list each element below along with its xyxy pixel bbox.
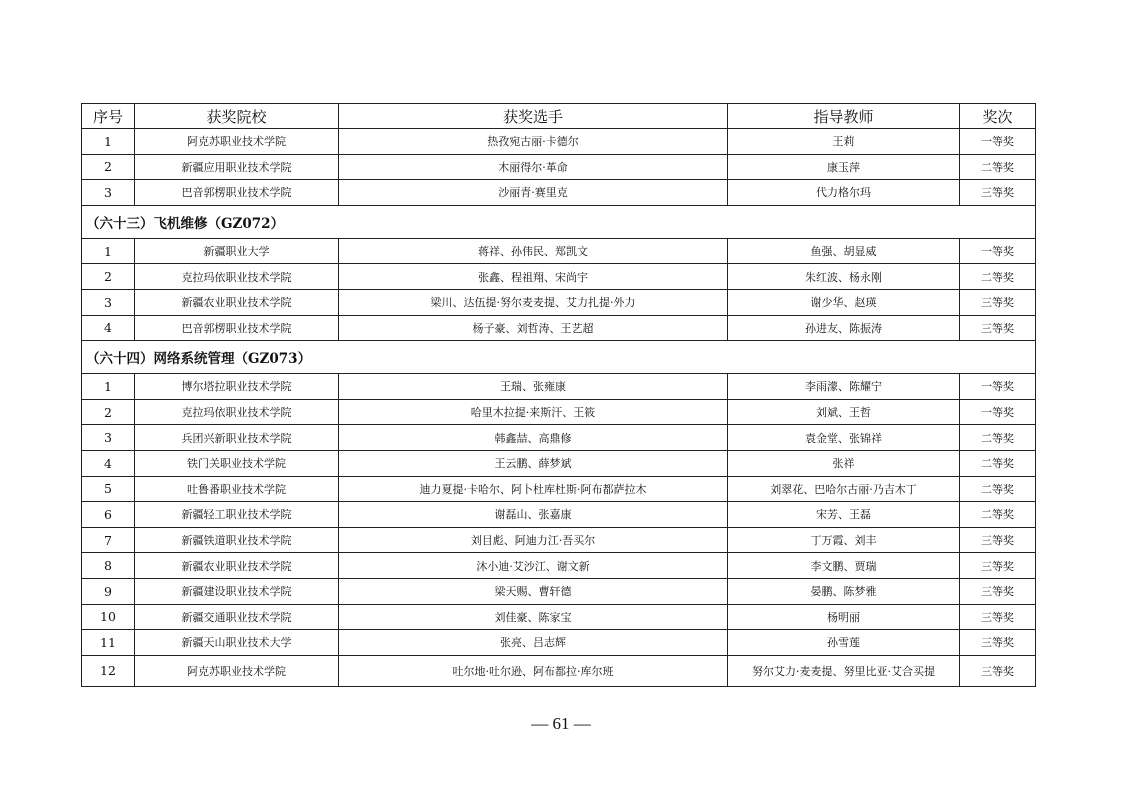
row-award: 三等奖: [960, 604, 1036, 630]
row-school: 克拉玛依职业技术学院: [135, 399, 339, 425]
row-award: 三等奖: [960, 180, 1036, 206]
row-index: 3: [82, 289, 135, 315]
table-row: [82, 315, 1036, 341]
row-award: 二等奖: [960, 425, 1036, 451]
row-school: 吐鲁番职业技术学院: [135, 476, 339, 502]
row-contestants: 吐尔地·吐尔逊、阿布都拉·库尔班: [339, 655, 728, 686]
table-row: [82, 604, 1036, 630]
row-award: 一等奖: [960, 129, 1036, 155]
row-instructors: 刘翠花、巴哈尔古丽·乃吉木丁: [728, 476, 960, 502]
table-row: [82, 374, 1036, 400]
row-school: 新疆轻工职业技术学院: [135, 502, 339, 528]
row-index: 3: [82, 180, 135, 206]
table-row: [82, 154, 1036, 180]
row-school: 铁门关职业技术学院: [135, 450, 339, 476]
row-instructors: 李文鹏、贾瑞: [728, 553, 960, 579]
row-contestants: 王瑞、张雍康: [339, 374, 728, 400]
row-contestants: 谢磊山、张嘉康: [339, 502, 728, 528]
row-school: 新疆交通职业技术学院: [135, 604, 339, 630]
row-school: 新疆铁道职业技术学院: [135, 527, 339, 553]
row-instructors: 谢少华、赵瑛: [728, 289, 960, 315]
section-title-row: [82, 205, 1036, 238]
row-instructors: 丁万霞、刘丰: [728, 527, 960, 553]
row-instructors: 刘斌、王哲: [728, 399, 960, 425]
row-index: 11: [82, 630, 135, 656]
row-school: 巴音郭楞职业技术学院: [135, 315, 339, 341]
row-award: 一等奖: [960, 238, 1036, 264]
row-index: 2: [82, 399, 135, 425]
row-award: 三等奖: [960, 289, 1036, 315]
table-row: [82, 289, 1036, 315]
row-contestants: 迪力夏提·卡哈尔、阿卜杜库杜斯·阿布都萨拉木: [339, 476, 728, 502]
row-award: 三等奖: [960, 315, 1036, 341]
header-row: [82, 104, 1036, 129]
row-index: 2: [82, 154, 135, 180]
row-instructors: 袁金堂、张锦祥: [728, 425, 960, 451]
row-contestants: 刘目彪、阿迪力江·吾买尔: [339, 527, 728, 553]
table-row: [82, 238, 1036, 264]
table-row: [82, 425, 1036, 451]
row-instructors: 康玉萍: [728, 154, 960, 180]
row-award: 二等奖: [960, 502, 1036, 528]
row-contestants: 张鑫、程祖翔、宋尚宇: [339, 264, 728, 290]
row-index: 9: [82, 578, 135, 604]
row-instructors: 代力格尔玛: [728, 180, 960, 206]
row-instructors: 努尔艾力·麦麦提、努里比亚·艾合买提: [728, 655, 960, 686]
row-award: 一等奖: [960, 374, 1036, 400]
table-row: [82, 502, 1036, 528]
row-school: 新疆农业职业技术学院: [135, 289, 339, 315]
row-instructors: 杨明丽: [728, 604, 960, 630]
row-contestants: 刘佳豪、陈家宝: [339, 604, 728, 630]
table-row: [82, 578, 1036, 604]
row-school: 巴音郭楞职业技术学院: [135, 180, 339, 206]
table-body: [82, 129, 1036, 687]
row-instructors: 李雨濛、陈耀宁: [728, 374, 960, 400]
row-award: 二等奖: [960, 450, 1036, 476]
row-instructors: 宋芳、王磊: [728, 502, 960, 528]
row-school: 新疆农业职业技术学院: [135, 553, 339, 579]
row-school: 阿克苏职业技术学院: [135, 655, 339, 686]
row-index: 5: [82, 476, 135, 502]
table-row: [82, 399, 1036, 425]
row-contestants: 王云鹏、薛梦斌: [339, 450, 728, 476]
row-award: 三等奖: [960, 630, 1036, 656]
row-contestants: 杨子豪、刘哲涛、王艺超: [339, 315, 728, 341]
row-contestants: 张亮、吕志辉: [339, 630, 728, 656]
row-contestants: 梁天赐、曹轩德: [339, 578, 728, 604]
row-award: 三等奖: [960, 655, 1036, 686]
row-index: 12: [82, 655, 135, 686]
row-index: 4: [82, 450, 135, 476]
row-index: 10: [82, 604, 135, 630]
row-index: 3: [82, 425, 135, 451]
header-contestants: 获奖选手: [339, 104, 728, 129]
table-row: [82, 476, 1036, 502]
page-number: — 61 —: [531, 714, 591, 733]
row-index: 1: [82, 129, 135, 155]
row-contestants: 梁川、达伍提·努尔麦麦提、艾力扎提·外力: [339, 289, 728, 315]
row-contestants: 沙丽青·赛里克: [339, 180, 728, 206]
row-instructors: 晏鹏、陈梦雅: [728, 578, 960, 604]
awards-table: [81, 103, 1036, 687]
section-title: （六十三）飞机维修（GZ072）: [82, 205, 1036, 238]
row-school: 兵团兴新职业技术学院: [135, 425, 339, 451]
row-award: 三等奖: [960, 553, 1036, 579]
row-index: 1: [82, 374, 135, 400]
row-award: 二等奖: [960, 154, 1036, 180]
row-instructors: 孙雪莲: [728, 630, 960, 656]
row-instructors: 鱼强、胡显威: [728, 238, 960, 264]
table-row: [82, 655, 1036, 686]
row-award: 三等奖: [960, 578, 1036, 604]
table-row: [82, 264, 1036, 290]
header-instructors: 指导教师: [728, 104, 960, 129]
row-contestants: 韩鑫喆、高鼎修: [339, 425, 728, 451]
row-instructors: 张祥: [728, 450, 960, 476]
row-index: 6: [82, 502, 135, 528]
row-contestants: 热孜宛古丽·卡德尔: [339, 129, 728, 155]
row-instructors: 孙进友、陈振涛: [728, 315, 960, 341]
section-title-row: [82, 341, 1036, 374]
row-award: 一等奖: [960, 399, 1036, 425]
row-school: 新疆职业大学: [135, 238, 339, 264]
table-row: [82, 129, 1036, 155]
row-index: 1: [82, 238, 135, 264]
header-index: 序号: [82, 104, 135, 129]
table-row: [82, 553, 1036, 579]
row-school: 新疆建设职业技术学院: [135, 578, 339, 604]
header-award: 奖次: [960, 104, 1036, 129]
table-row: [82, 630, 1036, 656]
row-index: 4: [82, 315, 135, 341]
row-school: 博尔塔拉职业技术学院: [135, 374, 339, 400]
table-row: [82, 180, 1036, 206]
row-award: 三等奖: [960, 527, 1036, 553]
section-title: （六十四）网络系统管理（GZ073）: [82, 341, 1036, 374]
row-index: 2: [82, 264, 135, 290]
row-award: 二等奖: [960, 476, 1036, 502]
header-school: 获奖院校: [135, 104, 339, 129]
row-instructors: 朱红波、杨永刚: [728, 264, 960, 290]
row-contestants: 蒋祥、孙伟民、郑凯文: [339, 238, 728, 264]
row-school: 阿克苏职业技术学院: [135, 129, 339, 155]
table-row: [82, 450, 1036, 476]
row-school: 新疆天山职业技术大学: [135, 630, 339, 656]
row-contestants: 木丽得尔·革命: [339, 154, 728, 180]
row-index: 8: [82, 553, 135, 579]
row-school: 克拉玛依职业技术学院: [135, 264, 339, 290]
row-contestants: 沐小迪·艾沙江、谢文新: [339, 553, 728, 579]
row-instructors: 王莉: [728, 129, 960, 155]
row-contestants: 哈里木拉提·来斯汗、王筱: [339, 399, 728, 425]
row-award: 二等奖: [960, 264, 1036, 290]
row-index: 7: [82, 527, 135, 553]
row-school: 新疆应用职业技术学院: [135, 154, 339, 180]
table-row: [82, 527, 1036, 553]
